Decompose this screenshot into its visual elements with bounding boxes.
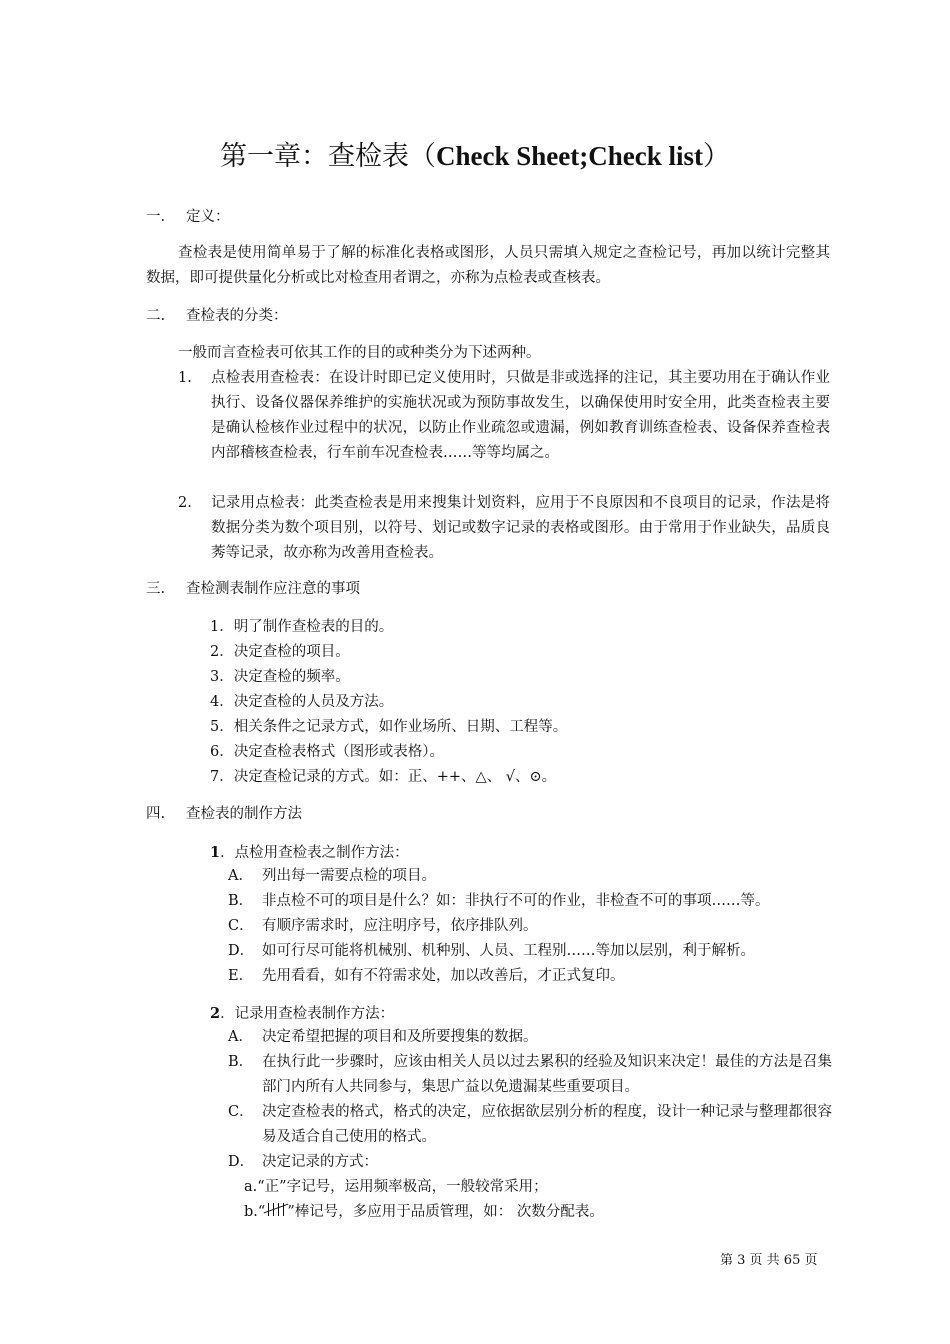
item-number: 2.	[178, 495, 192, 511]
item-letter: E．	[228, 968, 254, 984]
list-item	[228, 914, 832, 939]
sub-item-prefix: b.“	[244, 1204, 266, 1220]
subsection-title: ．记录用查检表制作方法：	[220, 1006, 395, 1022]
item-letter: D．	[228, 1154, 255, 1170]
list-item	[178, 491, 830, 566]
sub-list-item-a: a.“正”字记号，运用频率极高，一般较常采用；	[244, 1179, 548, 1195]
item-letter: C．	[228, 1104, 254, 1120]
item-text: 有顺序需求时，应注明序号，依序排队列。	[262, 918, 538, 934]
subsection-1-heading	[210, 840, 409, 866]
list-item: 6．决定查检表格式（图形或表格）。	[210, 744, 444, 760]
section-2-intro: 一般而言查检表可依其工作的目的或种类分为下述两种。	[178, 345, 541, 361]
list-item	[228, 864, 832, 889]
section-number: 二.	[146, 308, 166, 324]
subsection-number: 2	[210, 1005, 221, 1022]
list-item	[228, 1025, 832, 1050]
title-chinese: 第一章：查检表（	[220, 141, 436, 172]
list-item	[228, 889, 832, 914]
item-text: 决定希望把握的项目和及所要搜集的数据。	[262, 1029, 538, 1045]
item-letter: A．	[228, 1029, 253, 1045]
item-text: 决定记录的方式：	[262, 1154, 378, 1170]
section-number: 一.	[146, 209, 166, 225]
item-letter: B．	[228, 1054, 254, 1070]
item-text: 非点检不可的项目是什么？如：非执行不可的作业，非检查不可的事项……等。	[262, 893, 770, 909]
section-title: 查检表的制作方法	[186, 806, 302, 822]
item-text: 记录用点检表：此类查检表是用来搜集计划资料，应用于不良原因和不良项目的记录，作法是将数据分类为数个项目别，以符号、划记或数字记录的表格或图形。由于常用于作业缺失，品质良莠等记录，故亦称为改善用查检表。	[211, 495, 830, 561]
subsection-title: ．点检用查检表之制作方法：	[220, 845, 409, 861]
list-item: 5．相关条件之记录方式，如作业场所、日期、工程等。	[210, 719, 568, 735]
sub-item-text: ”棒记号，多应用于品质管理，如： 次数分配表。	[287, 1204, 604, 1220]
list-item: 3．决定查检的频率。	[210, 669, 350, 685]
section-number: 四.	[146, 806, 166, 822]
list-item: 2．决定查检的项目。	[210, 644, 350, 660]
list-item: 1．明了制作查检表的目的。	[210, 619, 394, 635]
item-letter: A．	[228, 868, 253, 884]
page-number-footer: 第 3 页 共 65 页	[720, 1253, 818, 1268]
item-letter: C．	[228, 918, 254, 934]
section-title: 查检表的分类：	[186, 308, 288, 324]
subsection-2-heading	[210, 1001, 394, 1027]
list-item	[228, 964, 832, 989]
section-3-heading	[146, 577, 360, 602]
list-item	[228, 1050, 832, 1100]
item-text: 点检表用查检表：在设计时即已定义使用时，只做是非或选择的注记，其主要功用在于确认作业执行、设备仪器保养维护的实施状况或为预防事故发生，以确保使用时安全用，此类查检表主要是确认检核作业过程中的状况，以防止作业疏忽或遗漏，例如教育训练查检表、设备保养查检表内部稽核查检表，行车前车况查检表……等等均属之。	[211, 370, 830, 461]
list-item	[178, 366, 830, 466]
list-item	[228, 939, 832, 964]
section-title: 查检测表制作应注意的事项	[186, 581, 360, 597]
item-number: 1.	[178, 370, 192, 386]
section-1-heading	[146, 205, 230, 230]
section-title: 定义：	[186, 209, 230, 225]
page-title	[0, 136, 950, 177]
title-english: Check Sheet;Check list	[436, 141, 703, 171]
section-2-heading	[146, 304, 288, 329]
item-text: 决定查检表的格式，格式的决定，应依据欲层别分析的程度，设计一种记录与整理都很容易及适合自己使用的格式。	[262, 1104, 832, 1145]
subsection-number: 1	[210, 844, 221, 861]
section-1-paragraph: 查检表是使用简单易于了解的标准化表格或图形，人员只需填入规定之查检记号，再加以统计完整其数据，即可提供量化分析或比对检查用者谓之，亦称为点检表或查核表。	[146, 245, 830, 286]
item-text: 列出每一需要点检的项目。	[262, 868, 436, 884]
section-number: 三.	[146, 581, 166, 597]
item-letter: B．	[228, 893, 254, 909]
title-close: ）	[702, 141, 730, 172]
section-4-heading	[146, 802, 302, 827]
item-text: 先用看看，如有不符需求处，加以改善后，才正式复印。	[262, 968, 625, 984]
item-text: 在执行此一步骤时，应该由相关人员以过去累积的经验及知识来决定！最佳的方法是召集部门内所有人共同参与，集思广益以免遗漏某些重要项目。	[262, 1054, 832, 1095]
sub-list-item-b	[244, 1200, 604, 1225]
item-letter: D．	[228, 943, 255, 959]
list-item: 4．决定查检的人员及方法。	[210, 694, 394, 710]
list-item: 7．决定查检记录的方式。如：正、++、△、 √、⊙。	[210, 769, 557, 785]
list-item	[228, 1150, 832, 1175]
item-text: 如可行尽可能将机械别、机种别、人员、工程别……等加以层别，利于解析。	[262, 943, 755, 959]
list-item	[228, 1100, 832, 1150]
tally-marks-icon	[265, 1203, 287, 1217]
